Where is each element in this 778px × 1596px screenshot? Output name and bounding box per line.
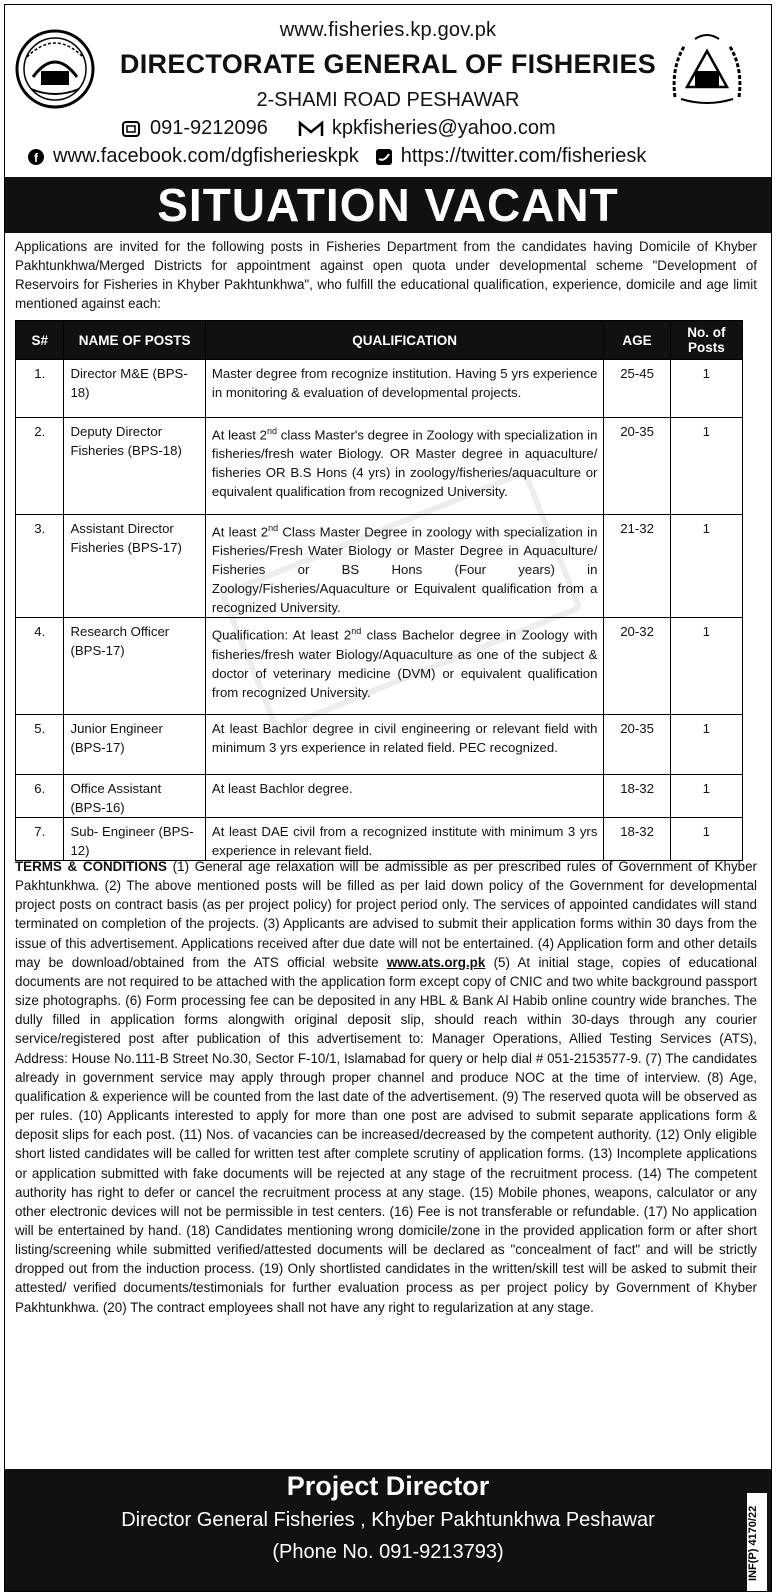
cell-sno: 6. — [16, 775, 64, 818]
cell-posts: 1 — [670, 775, 742, 818]
cell-sno: 5. — [16, 715, 64, 775]
cell-sno: 2. — [16, 418, 64, 515]
cell-qualification: Master degree from recognize institution. Having 5 yrs experience in monitoring & evaluation of developmental projects. — [205, 360, 604, 418]
cell-post-name: Sub- Engineer (BPS-12) — [64, 818, 205, 861]
header-posts: No. of Posts — [670, 321, 742, 360]
table-row — [16, 360, 743, 418]
header — [5, 5, 771, 175]
cell-qualification: At least 2nd class Master's degree in Zoology with specialization in fisheries/fresh water Biology. OR Master degree in aquaculture/ fisheries OR B.S Hons (4 yrs) in zoology/fisheries/aquaculture or equivalent qualification from recognized University. — [205, 418, 604, 515]
cell-post-name: Assistant Director Fisheries (BPS-17) — [64, 515, 205, 618]
cell-age: 25-45 — [604, 360, 670, 418]
organization-name: DIRECTORATE GENERAL OF FISHERIES — [119, 49, 657, 79]
terms-and-conditions — [15, 857, 757, 1317]
cell-posts: 1 — [670, 715, 742, 775]
phone-contact — [120, 117, 268, 140]
cell-posts: 1 — [670, 360, 742, 418]
terms-heading: TERMS & CONDITIONS — [15, 859, 167, 874]
facebook-link[interactable]: www.facebook.com/dgfisherieskpk — [53, 145, 359, 167]
footer — [5, 1469, 771, 1592]
footer-phone: (Phone No. 091-9213793) — [272, 1541, 504, 1563]
facebook-icon — [27, 148, 45, 166]
cell-posts: 1 — [670, 418, 742, 515]
header-name: NAME OF POSTS — [64, 321, 205, 360]
twitter-icon — [375, 148, 393, 166]
cell-age: 20-35 — [604, 418, 670, 515]
cell-age: 21-32 — [604, 515, 670, 618]
intro-paragraph: Applications are invited for the following posts in Fisheries Department from the candidates having Domicile of Khyber Pakhtunkhwa/Merged Districts for appointment against open quota under developmental scheme "Development of Reservoirs for Fisheries in Khyber Pakhtunkhwa", who fulfill the educational qualification, experience, domicile and age limit mentioned against each: — [15, 239, 757, 311]
cell-qualification: Qualification: At least 2nd class Bachelor degree in Zoology with fisheries/fresh water Biology/Aquaculture as one of the subject & doctor of veterinary medicine (DVM) or equivalent qualification from recognized University. — [205, 618, 604, 715]
facebook-contact — [27, 145, 359, 168]
twitter-link[interactable]: https://twitter.com/fisheriesk — [400, 145, 647, 167]
table-row — [16, 818, 743, 861]
address: 2-SHAMI ROAD PESHAWAR — [256, 89, 520, 111]
cell-posts: 1 — [670, 515, 742, 618]
posts-table — [15, 320, 743, 861]
twitter-contact — [375, 145, 647, 168]
terms-text-2: (5) At initial stage, copies of educational documents are not required to be attached with the application form except copy of CNIC and two white background passport size photographs. (6) Form processing fee can be deposited in any HBL & Bank Al Habib online country wide branches. The dully filled in application forms alongwith original deposit slip, should reach within 30-days through any courier service/registered post after publication of this advertisement to: Manager Operations, Allied Testing Services (ATS), Address: House No.111-B Street No.30, Sector F-10/1, Islamabad for query or help dial # 051-2153577-9. (7) The candidates already in government service may apply through proper channel and produce NOC at the time of interview. (8) Age, qualification & experience will be counted from the last date of the advertisement. (9) The reserved quota will be observed as per rules. (10) Applicants interested to apply for more than one post are advised to submit separate applications form & deposit slips for each post. (11) Nos. of vacancies can be increased/decreased by the competent authority. (12) Only eligible short listed candidates will be called for written test after complete scrutiny of application forms. (13) Incomplete applications or application submitted with fake documents will be rejected at any stage of the recruitment process. (14) The competent authority has right to defer or cancel the recruitment process at any stage. (15) Mobile phones, weapons, calculator or any other electronic devices will not be permissible in test centers. (16) Fee is not transferable or refundable. (17) No application will be entertained by hand. (18) Candidates mentioning wrong domicile/zone in the provided application form or after short listing/screening while submitted verified/attested documents will be declared as "concealment of fact" and will be strictly dropped out from the induction process. (19) Only shortlisted candidates in the written/skill test will be asked to submit their attested/ verified documents/testimonials for further evaluation process as per project policy by Government of Khyber Pakhtunkhwa. (20) The contract employees shall not have any right to regularization at any stage. — [15, 954, 757, 1315]
header-qualification: QUALIFICATION — [205, 321, 604, 360]
table-header-row — [16, 321, 743, 360]
email-contact — [298, 117, 556, 140]
phone-number: 091-9212096 — [150, 117, 268, 139]
situation-vacant-banner: SITUATION VACANT — [5, 177, 771, 233]
project-director-title: Project Director — [286, 1471, 490, 1501]
cell-post-name: Director M&E (BPS-18) — [64, 360, 205, 418]
website-link[interactable]: www.fisheries.kp.gov.pk — [279, 19, 497, 41]
office-address: Director General Fisheries , Khyber Pakhtunkhwa Peshawar — [121, 1509, 655, 1531]
phone-icon — [120, 119, 142, 139]
ats-website-link[interactable]: www.ats.org.pk — [386, 954, 486, 970]
email-address[interactable]: kpkfisheries@yahoo.com — [331, 117, 556, 139]
contact-row-2 — [27, 145, 646, 168]
mail-icon — [298, 120, 324, 138]
cell-posts: 1 — [670, 818, 742, 861]
cell-age: 20-32 — [604, 618, 670, 715]
advertisement — [4, 4, 772, 1592]
table-row — [16, 775, 743, 818]
terms-text-1: (1) General age relaxation will be admissible as per prescribed rules of Government of Khyber Pakhtunkhwa. (2) The above mentioned posts will be filled as per laid down policy of the Government for developmental project posts on contract basis (as per project policy) for project period only. The services of appointed candidates will stand terminated on completion of the projects. (3) Applicants are advised to submit their application forms within 30 days from the issue of this advertisement. Applications received after due date will not be entertained. (4) Application form and other details may be download/obtained from the ATS official website — [15, 859, 757, 970]
table-row — [16, 418, 743, 515]
cell-posts: 1 — [670, 618, 742, 715]
cell-sno: 1. — [16, 360, 64, 418]
cell-qualification: At least Bachlor degree in civil engineering or relevant field with minimum 3 yrs experience in related field. PEC recognized. — [205, 715, 604, 775]
cell-qualification: At least 2nd Class Master Degree in zoology with specialization in Fisheries/Fresh Water Biology or Master Degree in Aquaculture/ Fisheries or BS Hons (Four years) in Zoology/Fisheries/Aquaculture or Equivalent qualification from a recognized University. — [205, 515, 604, 618]
cell-qualification: At least Bachlor degree. — [205, 775, 604, 818]
cell-sno: 3. — [16, 515, 64, 618]
inf-reference: INF(P) 4170/22 — [747, 1493, 767, 1592]
header-sno: S# — [16, 321, 64, 360]
table-row — [16, 715, 743, 775]
svg-text:f: f — [34, 150, 38, 165]
cell-age: 20-35 — [604, 715, 670, 775]
cell-age: 18-32 — [604, 775, 670, 818]
cell-post-name: Office Assistant (BPS-16) — [64, 775, 205, 818]
table-row — [16, 618, 743, 715]
cell-qualification: At least DAE civil from a recognized institute with minimum 3 yrs experience in relevant field. — [205, 818, 604, 861]
cell-post-name: Research Officer (BPS-17) — [64, 618, 205, 715]
cell-age: 18-32 — [604, 818, 670, 861]
cell-sno: 4. — [16, 618, 64, 715]
table-row — [16, 515, 743, 618]
cell-post-name: Junior Engineer (BPS-17) — [64, 715, 205, 775]
cell-sno: 7. — [16, 818, 64, 861]
header-age: AGE — [604, 321, 670, 360]
cell-post-name: Deputy Director Fisheries (BPS-18) — [64, 418, 205, 515]
contact-row-1 — [120, 117, 556, 140]
